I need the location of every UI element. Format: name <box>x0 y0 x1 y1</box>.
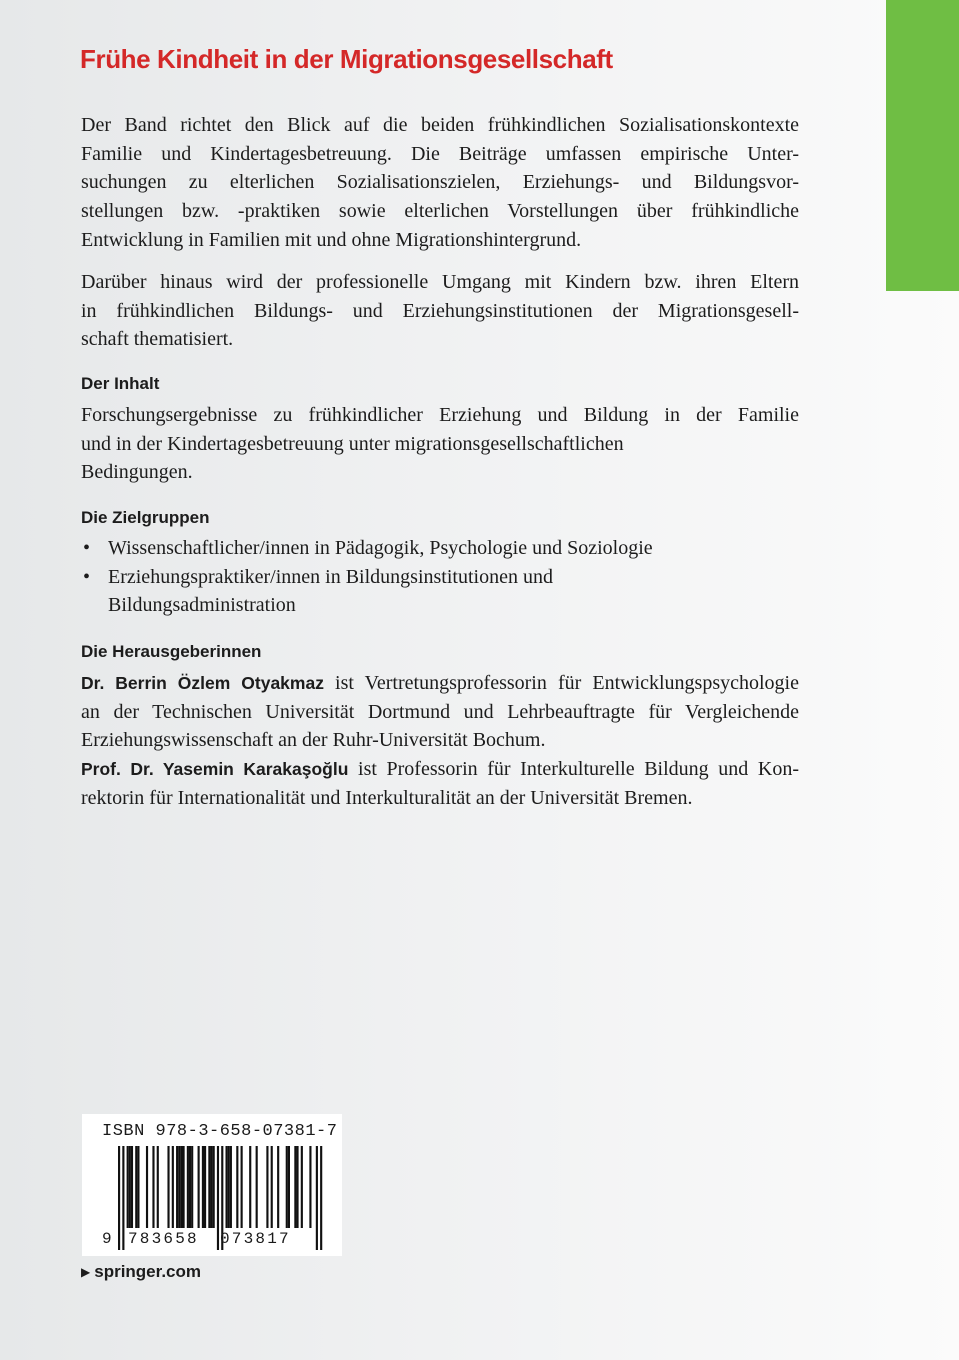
bullet-icon: • <box>83 537 91 559</box>
publisher-url: springer.com <box>94 1262 201 1281</box>
barcode-bar <box>122 1146 124 1250</box>
publisher-link[interactable] <box>81 1262 201 1282</box>
editor1-first-line <box>81 669 799 698</box>
barcode-bar <box>286 1146 288 1228</box>
isbn-barcode <box>82 1114 342 1256</box>
editor2-name: Prof. Dr. Yasemin Karakaşoğlu <box>81 759 349 780</box>
inhalt-heading: Der Inhalt <box>81 374 160 393</box>
barcode-bar <box>271 1146 273 1228</box>
barcode-bar <box>213 1146 215 1228</box>
barcode-bar <box>131 1146 133 1228</box>
intro2-line: Darüber hinaus wird der professionelle Umgang mit Kindern bzw. ihren Eltern <box>81 271 799 293</box>
editor1-line: Erziehungswissenschaft an der Ruhr-Universität Bochum. <box>81 729 546 752</box>
barcode-bar <box>157 1146 159 1228</box>
isbn-digit-group-2: 073817 <box>220 1230 291 1248</box>
inhalt-line: Bedingungen. <box>81 461 193 484</box>
barcode-bar <box>152 1146 154 1228</box>
inhalt-line: und in der Kindertagesbetreuung unter migrationsgesellschaftlichen <box>81 432 624 455</box>
intro-line: suchungen zu elterlichen Sozialisationszielen, Erziehungs- und Bildungsvor- <box>81 171 799 194</box>
editor2-text: ist Professorin für Interkulturelle Bildung und Kon- <box>348 758 799 781</box>
list-item-text: Wissenschaftlicher/innen in Pädagogik, Psychologie und Soziologie <box>108 537 653 559</box>
intro-paragraph <box>81 111 799 255</box>
barcode-bar <box>127 1146 129 1228</box>
barcode-bar <box>266 1146 268 1228</box>
barcode-bar <box>191 1146 193 1228</box>
editor2-first-line <box>81 755 799 784</box>
barcode-bar <box>180 1146 182 1228</box>
barcode-bar <box>217 1146 219 1250</box>
barcode-bar <box>187 1146 189 1228</box>
barcode-bar <box>316 1146 318 1250</box>
intro2-line: in frühkindlichen Bildungs- und Erziehungsinstitutionen der Migrationsgesell- <box>81 299 799 322</box>
barcode-bar <box>226 1146 228 1228</box>
list-item-text: Bildungsadministration <box>108 594 296 617</box>
barcode-bar <box>236 1146 238 1228</box>
barcode-bar <box>202 1146 204 1228</box>
bullet-icon: • <box>83 565 91 588</box>
barcode-bar <box>135 1146 137 1228</box>
intro-line: Familie und Kindertagesbetreuung. Die Beiträge umfassen empirische Unter- <box>81 142 799 165</box>
inhalt-line: Forschungsergebnisse zu frühkindlicher Erziehung und Bildung in der Familie <box>81 404 799 426</box>
barcode-bar <box>208 1146 210 1228</box>
zielgruppen-heading: Die Zielgruppen <box>81 508 210 527</box>
barcode-graphic <box>82 1114 342 1256</box>
barcode-bar <box>204 1146 206 1228</box>
barcode-bar <box>176 1146 178 1228</box>
intro-line: stellungen bzw. -praktiken sowie elterlichen Vorstellungen über frühkindliche <box>81 200 799 223</box>
barcode-bar <box>118 1146 120 1250</box>
barcode-bar <box>146 1146 148 1228</box>
barcode-bar <box>309 1146 311 1228</box>
barcode-bar <box>230 1146 232 1228</box>
intro2-paragraph <box>81 268 799 354</box>
isbn-first-digit: 9 <box>102 1230 114 1248</box>
zielgruppen-list <box>81 534 801 620</box>
barcode-bar <box>178 1146 180 1228</box>
editor1-name: Dr. Berrin Özlem Otyakmaz <box>81 673 324 693</box>
barcode-bar <box>296 1146 298 1228</box>
barcode-bar <box>288 1146 290 1228</box>
intro2-line: schaft thematisiert. <box>81 328 234 351</box>
barcode-bar <box>277 1146 279 1228</box>
barcode-bar <box>172 1146 174 1228</box>
barcode-bar <box>183 1146 185 1228</box>
barcode-bar <box>210 1146 212 1228</box>
list-item-text: Erziehungspraktiker/innen in Bildungsinstitutionen und <box>108 565 553 588</box>
right-triangle-icon: ▶ <box>81 1265 91 1279</box>
barcode-bar <box>129 1146 131 1228</box>
barcode-bar <box>137 1146 139 1228</box>
editor1-text: ist Vertretungsprofessorin für Entwicklungspsychologie <box>323 672 799 694</box>
green-accent-tab <box>886 0 959 291</box>
barcode-bar <box>256 1146 258 1228</box>
intro-line: Der Band richtet den Blick auf die beiden frühkindlichen Sozialisationskontexte <box>81 114 799 136</box>
list-item <box>81 563 801 620</box>
herausgeberinnen-heading: Die Herausgeberinnen <box>81 642 262 661</box>
editors-paragraph <box>81 669 799 813</box>
barcode-bar <box>167 1146 169 1228</box>
book-title: Frühe Kindheit in der Migrationsgesellschaft <box>80 44 613 74</box>
barcode-bar <box>228 1146 230 1228</box>
inhalt-paragraph <box>81 401 799 487</box>
editor2-line: rektorin für Internationalität und Interkulturalität an der Universität Bremen. <box>81 786 693 809</box>
list-item <box>81 534 801 563</box>
barcode-bar <box>249 1146 251 1228</box>
isbn-digit-group-1: 783658 <box>128 1230 199 1248</box>
barcode-bar <box>301 1146 303 1228</box>
isbn-label: ISBN 978-3-658-07381-7 <box>102 1122 338 1141</box>
barcode-bar <box>198 1146 200 1228</box>
barcode-bar <box>241 1146 243 1228</box>
intro-line: Entwicklung in Familien mit und ohne Migrationshintergrund. <box>81 228 582 251</box>
barcode-bar <box>320 1146 322 1250</box>
barcode-bar <box>189 1146 191 1228</box>
barcode-bar <box>294 1146 296 1228</box>
editor1-line: an der Technischen Universität Dortmund und Lehrbeauftragte für Vergleichende <box>81 700 799 723</box>
